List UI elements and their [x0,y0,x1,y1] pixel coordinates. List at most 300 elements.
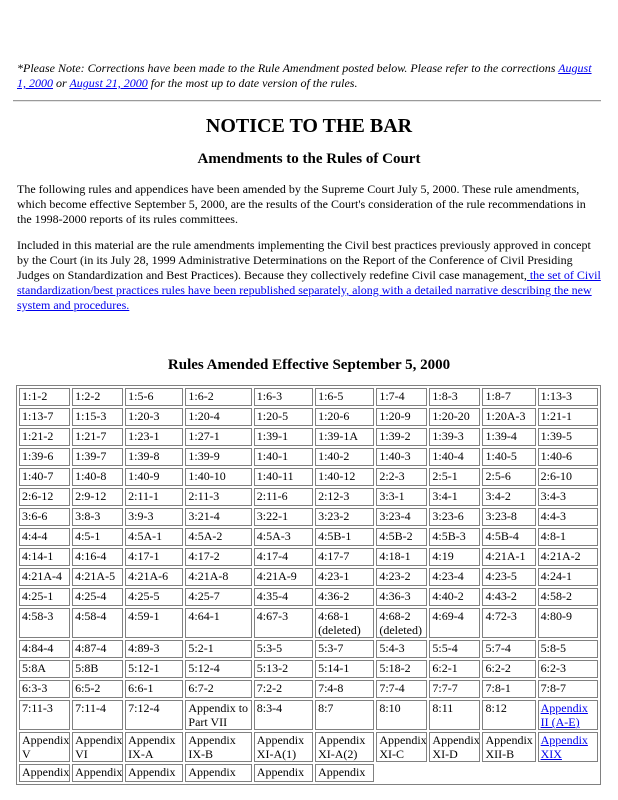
rule-label: 4:25-7 [188,589,220,603]
table-cell [429,508,480,526]
table-cell [315,640,374,658]
table-cell [482,388,535,406]
rule-label: 4:35-4 [256,589,289,603]
rule-label: 1:40-1 [256,449,289,463]
table-cell [19,764,70,782]
rule-label: 4:58-2 [540,589,572,603]
rule-label: 5:12-4 [188,661,220,675]
table-cell [482,428,535,446]
table-cell [429,468,480,486]
table-cell [185,488,251,506]
table-cell [254,548,313,566]
rule-label: Appendix IX-A [128,733,176,761]
rule-label: 1:39-6 [22,449,54,463]
rule-label: 7:11-4 [75,701,106,715]
table-cell [185,408,251,426]
rule-label: 5:13-2 [256,661,289,675]
rule-label: 4:17-2 [188,549,220,563]
rule-label: 1:7-4 [379,389,405,403]
table-cell [376,764,427,782]
rule-label: 1:21-2 [22,429,54,443]
table-cell [538,588,598,606]
page-subtitle: Amendments to the Rules of Court [197,151,421,167]
rule-label: 4:5B-4 [485,529,519,543]
table-cell [254,680,313,698]
rule-label: 7:7-4 [379,681,405,695]
table-cell [376,608,427,638]
table-cell [185,468,251,486]
rule-label: 4:18-1 [379,549,411,563]
rule-label: 4:14-1 [22,549,54,563]
table-cell [315,608,374,638]
rule-label: 1:40-7 [22,469,54,483]
rule-label: 6:2-3 [540,661,566,675]
rule-label: 8:7 [318,701,334,715]
rule-label: 1:40-4 [432,449,464,463]
table-cell [19,640,70,658]
table-cell [125,700,183,730]
table-cell [19,388,70,406]
table-cell [185,660,251,678]
table-cell [185,568,251,586]
table-cell [376,548,427,566]
rule-label: 1:39-5 [540,429,572,443]
table-cell [376,528,427,546]
table-cell [254,568,313,586]
table-cell [315,388,374,406]
rule-label: 1:40-10 [188,469,226,483]
table-row [19,640,598,658]
rule-label: 5:5-4 [432,641,458,655]
table-cell [125,660,183,678]
table-cell [125,764,183,782]
rules-table [16,385,601,785]
rule-label: 3:23-8 [485,509,517,523]
table-cell [482,548,535,566]
table-cell [72,428,123,446]
rule-label: 1:20-20 [432,409,470,423]
rule-label: 4:25-1 [22,589,54,603]
table-cell [125,548,183,566]
rule-label: 1:27-1 [188,429,220,443]
table-cell [315,732,374,762]
table-cell [72,528,123,546]
rule-label: Appendix [22,765,70,779]
table-cell [254,388,313,406]
table-cell [376,732,427,762]
rule-label: 7:11-3 [22,701,53,715]
table-row [19,548,598,566]
rule-label: 1:23-1 [128,429,160,443]
rule-label: 3:9-3 [128,509,154,523]
table-cell [376,700,427,730]
table-row [19,680,598,698]
table-cell [72,568,123,586]
rule-label: 3:4-1 [432,489,458,503]
rule-label: 1:6-2 [188,389,214,403]
table-cell [72,700,123,730]
table-cell [254,448,313,466]
table-cell [185,640,251,658]
table-row [19,468,598,486]
table-cell [19,732,70,762]
rule-label: 6:6-1 [128,681,154,695]
table-row [19,588,598,606]
rule-label: 5:7-4 [485,641,511,655]
table-cell [19,508,70,526]
table-cell [429,528,480,546]
rule-label: 1:2-2 [75,389,101,403]
rule-label: 2:9-12 [75,489,107,503]
table-cell [19,548,70,566]
table-cell [19,408,70,426]
rule-link[interactable]: Appendix II (A-E) [540,701,588,729]
table-cell [185,508,251,526]
table-row [19,660,598,678]
table-cell [482,732,535,762]
table-cell [125,568,183,586]
table-cell [538,700,598,730]
rule-label: 1:40-2 [318,449,350,463]
table-cell [185,764,251,782]
table-cell [538,640,598,658]
rule-label: 4:23-5 [485,569,517,583]
table-cell [315,528,374,546]
table-cell [376,488,427,506]
table-cell [315,680,374,698]
rule-label: Appendix [75,765,123,779]
table-cell [185,680,251,698]
table-cell [429,428,480,446]
table-cell [538,388,598,406]
table-cell [19,680,70,698]
rule-label: 4:5B-1 [318,529,352,543]
table-cell [376,388,427,406]
rule-label: 1:39-2 [379,429,411,443]
rule-label: 4:25-4 [75,589,107,603]
table-row [19,448,598,466]
table-cell [125,588,183,606]
table-row [19,764,598,782]
table-cell [376,660,427,678]
table-cell [254,468,313,486]
notice-suffix: for the most up to date version of the rules. [147,76,358,90]
rule-label: 4:64-1 [188,609,220,623]
table-cell [72,588,123,606]
correction-notice [17,61,603,91]
table-cell [538,548,598,566]
rule-label: 4:23-2 [379,569,411,583]
rule-label: 4:21A-8 [188,569,229,583]
table-cell [72,508,123,526]
table-cell [315,660,374,678]
table-cell [482,488,535,506]
table-cell [185,700,251,730]
rule-label: 1:20-5 [256,409,289,423]
rule-label: 2:11-1 [128,489,160,503]
rule-label: 4:19 [432,549,454,563]
table-cell [254,764,313,782]
rule-label: Appendix V [22,733,70,761]
table-cell [72,408,123,426]
link-august-21-2000[interactable]: August 21, 2000 [69,76,148,90]
table-cell [429,640,480,658]
rule-label: 7:12-4 [128,701,160,715]
table-cell [254,608,313,638]
table-cell [429,408,480,426]
rule-label: Appendix [188,765,236,779]
table-cell [185,732,251,762]
table-cell [125,508,183,526]
rule-label: 4:21A-4 [22,569,62,583]
rule-label: 6:7-2 [188,681,214,695]
rule-label: Appendix XI-A(2) [318,733,366,761]
table-cell [72,388,123,406]
rule-label: 4:58-4 [75,609,107,623]
table-cell [429,588,480,606]
table-cell [19,528,70,546]
rule-label: 4:68-2 (deleted) [379,609,422,637]
rule-label: 4:84-4 [22,641,54,655]
table-cell [429,700,480,730]
rule-label: 1:39-8 [128,449,160,463]
table-cell [482,528,535,546]
table-cell [315,488,374,506]
rule-label: 4:40-2 [432,589,464,603]
rule-label: 1:40-12 [318,469,356,483]
rule-label: 3:4-3 [540,489,566,503]
rule-label: 1:8-7 [485,389,511,403]
rule-label: 4:8-1 [540,529,566,543]
table-cell [482,700,535,730]
table-cell [315,408,374,426]
table-cell [482,568,535,586]
table-cell [376,408,427,426]
rule-label: Appendix XII-B [485,733,533,761]
rule-label: 4:67-3 [256,609,289,623]
table-cell [72,640,123,658]
table-row [19,428,598,446]
table-cell [538,608,598,638]
table-cell [254,488,313,506]
table-cell [482,640,535,658]
table-cell [429,548,480,566]
table-cell [376,428,427,446]
table-cell [376,448,427,466]
table-cell [185,548,251,566]
table-cell [376,568,427,586]
intro-paragraph: The following rules and appendices have been amended by the Supreme Court July 5, 2000. These rule amendments, which become effective September 5, 2000, are the results of the Court's consideration of the rule recommendations in the 1998-2000 reports of its rules committees. [17,182,586,226]
rule-label: 6:2-2 [485,661,511,675]
rule-label: 1:39-9 [188,449,220,463]
rule-label: 2:11-6 [256,489,288,503]
horizontal-rule [13,100,601,102]
table-cell [125,608,183,638]
table-cell [72,548,123,566]
rule-link[interactable]: Appendix XIX [540,733,588,761]
table-cell [482,468,535,486]
rule-label: 1:39-1A [318,429,359,443]
rule-label: 1:20-4 [188,409,220,423]
rule-label: 2:2-3 [379,469,405,483]
rule-label: 2:11-3 [188,489,220,503]
table-cell [19,468,70,486]
rule-label: 1:40-3 [379,449,411,463]
table-cell [429,488,480,506]
rule-label: 8:11 [432,701,454,715]
table-cell [72,468,123,486]
rule-label: 3:23-4 [379,509,411,523]
rule-label: 1:40-8 [75,469,107,483]
table-row [19,508,598,526]
table-cell [538,428,598,446]
rule-label: Appendix XI-D [432,733,480,761]
rule-label: 7:4-8 [318,681,344,695]
table-cell [315,700,374,730]
table-cell [254,640,313,658]
rules-table-container [16,385,601,800]
rule-label: 1:39-7 [75,449,107,463]
rule-label: 4:23-4 [432,569,464,583]
rule-label: 4:5A-3 [256,529,291,543]
table-cell [185,608,251,638]
rule-label: 6:5-2 [75,681,101,695]
table-cell [538,488,598,506]
rule-label: 5:18-2 [379,661,411,675]
rule-label: 4:5A-2 [188,529,223,543]
table-cell [72,680,123,698]
table-cell [376,680,427,698]
table-cell [482,508,535,526]
rule-label: 1:13-7 [22,409,54,423]
rule-label: 4:23-1 [318,569,350,583]
table-cell [482,660,535,678]
table-cell [254,732,313,762]
link-august-1-2000[interactable]: August 1, 2000 [17,61,592,90]
rule-label: 5:14-1 [318,661,350,675]
rule-label: 5:4-3 [379,641,405,655]
rule-label: 6:3-3 [22,681,48,695]
table-cell [315,548,374,566]
rule-label: 1:40-9 [128,469,160,483]
rule-label: 3:22-1 [256,509,289,523]
rule-label: 4:17-4 [256,549,289,563]
rule-label: 4:36-3 [379,589,411,603]
table-cell [125,732,183,762]
table-row [19,700,598,730]
table-cell [254,508,313,526]
table-cell [19,428,70,446]
rule-label: 3:4-2 [485,489,511,503]
table-cell [19,608,70,638]
rule-label: 1:40-6 [540,449,572,463]
rule-label: 7:8-1 [485,681,511,695]
table-cell [376,640,427,658]
table-cell [538,468,598,486]
table-cell [125,468,183,486]
rule-label: 4:59-1 [128,609,160,623]
table-row [19,732,598,762]
table-title: Rules Amended Effective September 5, 2000 [167,357,451,373]
rule-label: 5:8A [22,661,46,675]
table-cell [72,764,123,782]
rule-label: 7:8-7 [540,681,566,695]
table-cell [125,448,183,466]
table-cell [185,448,251,466]
rule-label: 2:6-10 [540,469,572,483]
table-row [19,488,598,506]
rule-label: 8:10 [379,701,401,715]
rule-label: 1:5-6 [128,389,154,403]
rule-label: 5:3-5 [256,641,283,655]
table-cell [125,388,183,406]
rule-label: 1:6-3 [256,389,283,403]
table-cell [482,408,535,426]
table-cell [19,568,70,586]
rules-table-body [19,388,598,782]
rule-label: 4:36-2 [318,589,350,603]
table-cell [254,700,313,730]
civil-rules-link[interactable]: the set of Civil standardization/best practices rules have been republished separately, along with a detailed narrative describing the new system and procedures. [17,268,601,312]
table-cell [315,448,374,466]
rule-label: Appendix IX-B [188,733,236,761]
table-row [19,528,598,546]
table-cell [185,588,251,606]
rule-label: 4:24-1 [540,569,572,583]
table-cell [538,764,598,782]
rule-label: 4:4-4 [22,529,48,543]
rule-label: Appendix VI [75,733,123,761]
table-cell [19,660,70,678]
rule-label: 4:5A-1 [128,529,163,543]
rule-label: Appendix [256,765,305,779]
table-cell [376,468,427,486]
table-cell [185,528,251,546]
table-cell [315,508,374,526]
table-cell [429,764,480,782]
rule-label: 1:6-5 [318,389,344,403]
rule-label: 1:8-3 [432,389,458,403]
rule-label: 7:7-7 [432,681,458,695]
table-cell [538,528,598,546]
table-cell [254,528,313,546]
table-cell [538,508,598,526]
rule-label: 3:8-3 [75,509,101,523]
table-cell [429,608,480,638]
rule-label: 4:21A-6 [128,569,169,583]
table-cell [19,700,70,730]
table-cell [315,588,374,606]
table-cell [482,680,535,698]
table-cell [125,408,183,426]
rule-label: 1:40-11 [256,469,294,483]
rule-label: 4:16-4 [75,549,107,563]
rule-label: 4:25-5 [128,589,160,603]
rule-label: 4:5B-3 [432,529,466,543]
table-row [19,408,598,426]
notice-middle: or [53,76,70,90]
rule-label: Appendix to Part VII [188,701,249,729]
table-cell [429,680,480,698]
rule-label: Appendix [128,765,176,779]
civil-best-practices-paragraph [17,238,603,313]
table-cell [429,660,480,678]
rule-label: 7:2-2 [256,681,283,695]
table-cell [185,428,251,446]
table-cell [254,588,313,606]
rule-label: 4:17-1 [128,549,160,563]
rule-label: 2:5-6 [485,469,511,483]
